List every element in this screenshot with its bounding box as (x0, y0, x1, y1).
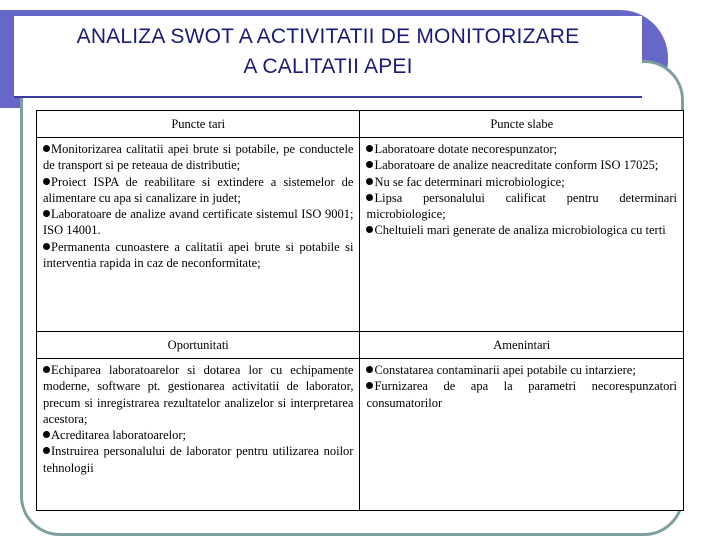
title-line-1: ANALIZA SWOT A ACTIVITATII DE MONITORIZARE (76, 25, 580, 48)
bullet-icon (43, 178, 50, 185)
strengths-header: Puncte tari (37, 111, 360, 138)
list-item-text: Nu se fac determinari microbiologice; (374, 174, 565, 189)
list-item (366, 190, 677, 223)
list-item (43, 141, 353, 174)
list-item-text: Acreditarea laboratoarelor; (51, 428, 186, 443)
title-underline (14, 96, 642, 98)
list-item (366, 362, 677, 378)
opportunities-header: Oportunitati (37, 332, 360, 359)
bullet-icon (366, 178, 373, 185)
list-item-text: Laboratoare de analize neacreditate conform ISO 17025; (374, 158, 659, 173)
bullet-icon (43, 366, 50, 373)
list-item-text: Monitorizarea calitatii apei brute si potabile, pe conductele de transport si pe reteaua de distributie; (43, 142, 354, 173)
bullet-icon (43, 447, 50, 454)
list-item-text: Cheltuieli mari generate de analiza microbiologica cu terti (374, 223, 666, 238)
list-item-text: Proiect ISPA de reabilitare si extindere a sistemelor de alimentare cu apa si canalizare in judet; (43, 174, 354, 205)
bullet-icon (366, 145, 373, 152)
bullet-icon (43, 145, 50, 152)
opportunities-cell (37, 359, 360, 511)
threats-list (366, 362, 677, 411)
swot-table (36, 110, 684, 511)
page-title (14, 22, 642, 82)
weaknesses-list (366, 141, 677, 239)
weaknesses-cell (360, 138, 684, 332)
bullet-icon (43, 431, 50, 438)
bullet-icon (366, 194, 373, 201)
threats-header: Amenintari (360, 332, 684, 359)
bullet-icon (366, 161, 373, 168)
list-item (43, 174, 353, 207)
list-item-text: Laboratoare dotate necorespunzator; (374, 142, 558, 156)
bullet-icon (366, 226, 373, 233)
strengths-cell (37, 138, 360, 332)
weaknesses-header: Puncte slabe (360, 111, 684, 138)
list-item-text: Furnizarea de apa la parametri necorespunzatori consumatorilor (366, 379, 677, 410)
bullet-icon (366, 382, 373, 389)
list-item (366, 174, 677, 190)
list-item (43, 206, 353, 239)
list-item (366, 378, 677, 411)
list-item-text: Constatarea contaminarii apei potabile cu intarziere; (374, 363, 636, 377)
title-line-2: A CALITATII APEI (243, 55, 413, 78)
bullet-icon (43, 243, 50, 250)
list-item (43, 427, 353, 443)
list-item (43, 239, 353, 272)
list-item-text: Lipsa personalului calificat pentru determinari microbiologice; (366, 190, 677, 222)
opportunities-list (43, 362, 353, 476)
list-item (43, 443, 353, 476)
strengths-list (43, 141, 353, 271)
list-item (43, 362, 353, 427)
list-item (366, 141, 677, 157)
list-item-text: Instruirea personalului de laborator pentru utilizarea noilor tehnologii (43, 444, 354, 475)
list-item (366, 222, 677, 238)
list-item-text: Permanenta cunoastere a calitatii apei brute si potabile si interventia rapida in caz de neconformitate; (43, 239, 354, 271)
bullet-icon (366, 366, 373, 373)
list-item-text: Laboratoare de analize avand certificate sistemul ISO 9001; ISO 14001. (43, 207, 354, 238)
threats-cell (360, 359, 684, 511)
list-item-text: Echiparea laboratoarelor si dotarea lor cu echipamente moderne, software pt. gestionarea activitatii de laborator, precum si inregistrarea rezultatelor analizelor si interpretarea acestora; (43, 363, 354, 426)
list-item (366, 157, 677, 173)
bullet-icon (43, 210, 50, 217)
